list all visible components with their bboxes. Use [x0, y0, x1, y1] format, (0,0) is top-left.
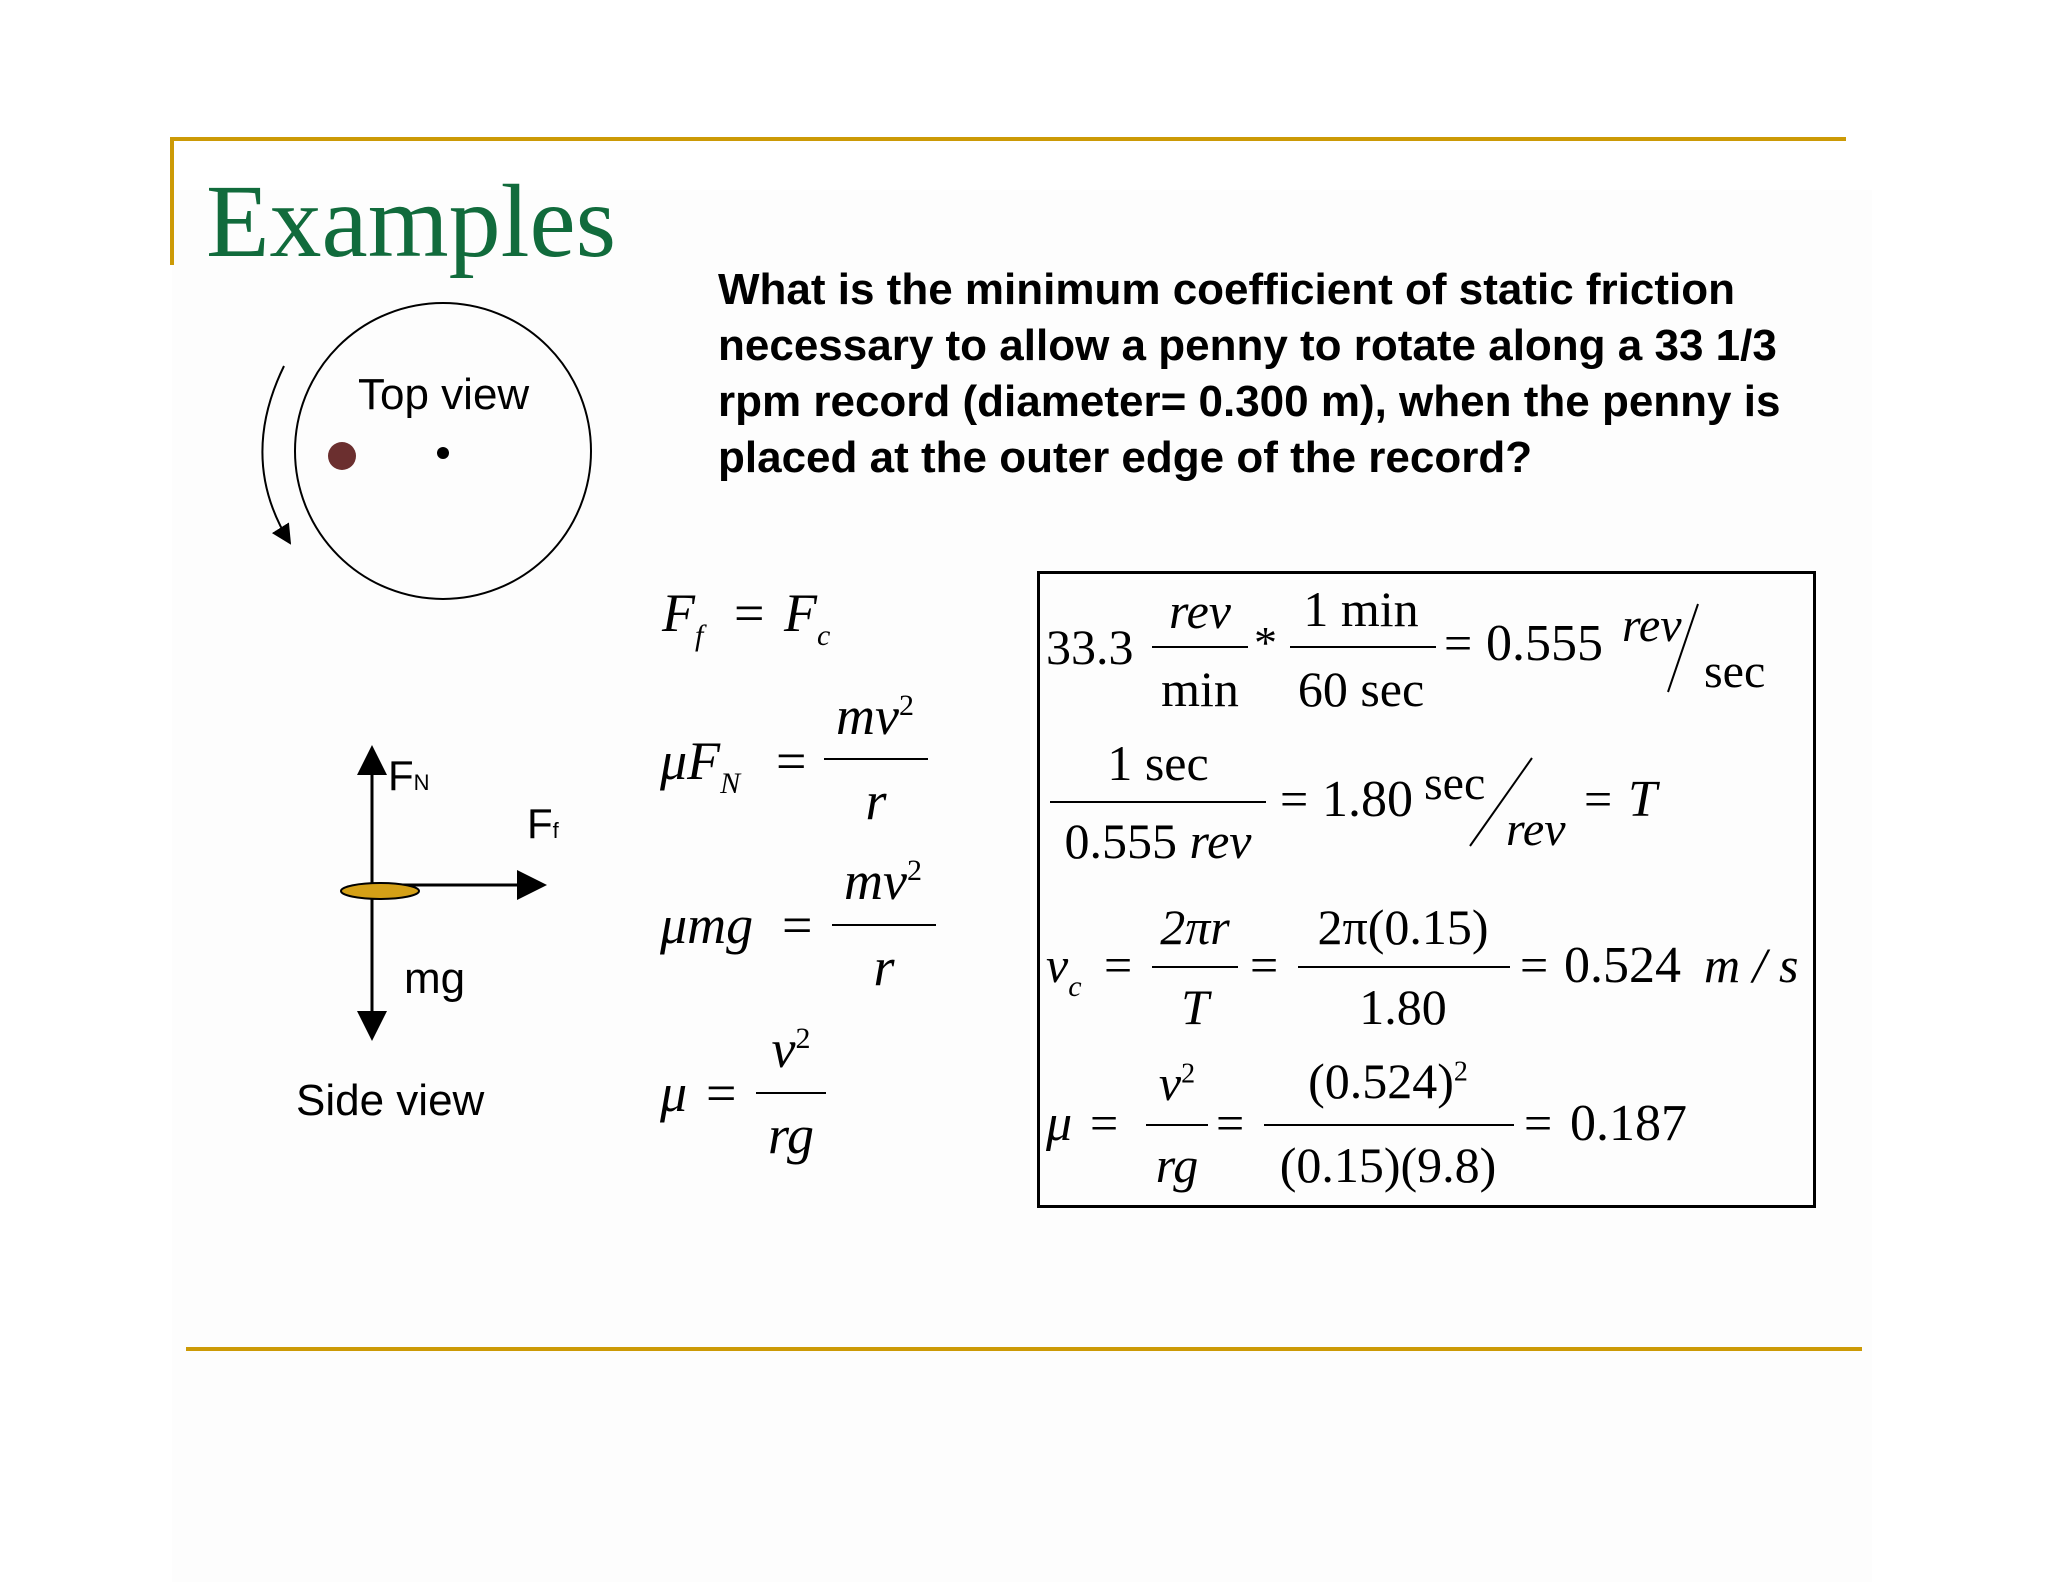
row4-lhs: μ — [1046, 1095, 1073, 1152]
row3-f2-bar — [1298, 966, 1510, 968]
row1-result: 0.555 — [1486, 615, 1603, 672]
row2-f-den-unit: rev — [1189, 813, 1252, 869]
row2-f-den-value: 0.555 — [1064, 813, 1177, 869]
eq4-equals: = — [706, 1063, 737, 1123]
row3-equals-2: = — [1250, 937, 1279, 993]
eq3-num-text: mv — [844, 851, 907, 911]
row2-unit-den: rev — [1506, 803, 1566, 856]
row1-f2-num: 1 min — [1303, 581, 1419, 637]
row1-unit-num: rev — [1622, 599, 1682, 652]
row3-f2-den: 1.80 — [1359, 979, 1447, 1035]
eq1-rhs-sub: c — [817, 619, 831, 652]
eq2-denominator: r — [865, 771, 887, 831]
eq4-num-sup: 2 — [795, 1022, 811, 1055]
eq3-equals: = — [782, 895, 813, 955]
problem-statement: What is the minimum coefficient of static friction necessary to allow a penny to rotate along a 33 1/3 rpm record (diameter= 0.300 m), when the penny is placed at the outer edge of the record? — [718, 265, 1781, 482]
row4-f2-num-text: (0.524) — [1308, 1053, 1454, 1109]
eq4-lhs: μ — [660, 1063, 688, 1123]
slide-title: Examples — [206, 164, 617, 279]
eq1-rhs-symbol: F — [784, 583, 817, 643]
row4-equals-3: = — [1524, 1095, 1553, 1151]
friction-force-subscript: f — [552, 818, 559, 843]
eq2-lhs-symbol: μF — [660, 731, 721, 791]
row1-unit-den: sec — [1704, 645, 1766, 698]
row3-lhs-sub: c — [1068, 970, 1082, 1003]
row4-f1-num-sup: 2 — [1181, 1058, 1196, 1090]
row3-lhs — [1046, 936, 1082, 1003]
row3-f2-num: 2π(0.15) — [1317, 899, 1489, 955]
row1-f2-den: 60 sec — [1297, 661, 1425, 717]
eq1-lhs-symbol: F — [662, 583, 695, 643]
row1-f1-den: min — [1161, 661, 1239, 717]
eq3-denominator: r — [873, 937, 895, 997]
row3-equals: = — [1104, 937, 1133, 993]
row3-f1-den: T — [1181, 979, 1209, 1035]
row4-f2-den: (0.15)(9.8) — [1279, 1137, 1497, 1193]
eq4-num-text: v — [771, 1019, 796, 1079]
weight-label: mg — [404, 954, 466, 1003]
row4-f2-num-sup: 2 — [1453, 1056, 1468, 1088]
eq2-equals: = — [776, 731, 807, 791]
row4-f2-num — [1262, 1052, 1514, 1110]
row4-f1-den: rg — [1155, 1137, 1199, 1193]
row3-f1-num: 2πr — [1160, 899, 1230, 955]
row2-var: T — [1628, 771, 1657, 828]
row4-f1-num-text: v — [1158, 1055, 1182, 1111]
row4-f2-bar — [1264, 1124, 1514, 1126]
eq3-num-sup: 2 — [906, 854, 922, 887]
eq2-lhs-sub: N — [720, 767, 741, 800]
row1-equals: = — [1444, 615, 1473, 671]
row4-f1-num — [1144, 1054, 1210, 1112]
eq1-equals: = — [734, 583, 765, 643]
row2-unit-num: sec — [1424, 757, 1486, 810]
normal-force-subscript: N — [413, 770, 430, 795]
row4-f1-bar — [1146, 1124, 1208, 1126]
row2-equals: = — [1280, 771, 1309, 827]
eq4-denominator: rg — [767, 1105, 814, 1165]
normal-force-symbol: F — [388, 752, 414, 799]
top-view-label: Top view — [358, 370, 530, 419]
row4-equals-2: = — [1216, 1095, 1245, 1151]
row1-f1-num: rev — [1169, 583, 1231, 639]
eq1-lhs-sub: f — [695, 619, 704, 652]
row3-unit: m / s — [1704, 937, 1799, 993]
row2-equals-2: = — [1584, 771, 1613, 827]
row2-f-num: 1 sec — [1107, 735, 1209, 791]
row2-result: 1.80 — [1322, 771, 1413, 828]
row3-lhs-symbol: v — [1046, 937, 1069, 993]
row1-times: * — [1254, 617, 1277, 668]
row3-f1-bar — [1152, 966, 1238, 968]
eq2-num-text: mv — [836, 686, 899, 746]
row4-equals: = — [1090, 1095, 1119, 1151]
eq3-lhs: μmg — [660, 895, 754, 955]
row1-value: 33.3 — [1046, 619, 1134, 675]
row3-result: 0.524 — [1564, 937, 1681, 994]
row4-result: 0.187 — [1570, 1095, 1687, 1152]
friction-force-symbol: F — [527, 800, 553, 847]
side-view-label: Side view — [296, 1076, 485, 1125]
eq2-num-sup: 2 — [898, 689, 914, 722]
row3-equals-3: = — [1520, 937, 1549, 993]
